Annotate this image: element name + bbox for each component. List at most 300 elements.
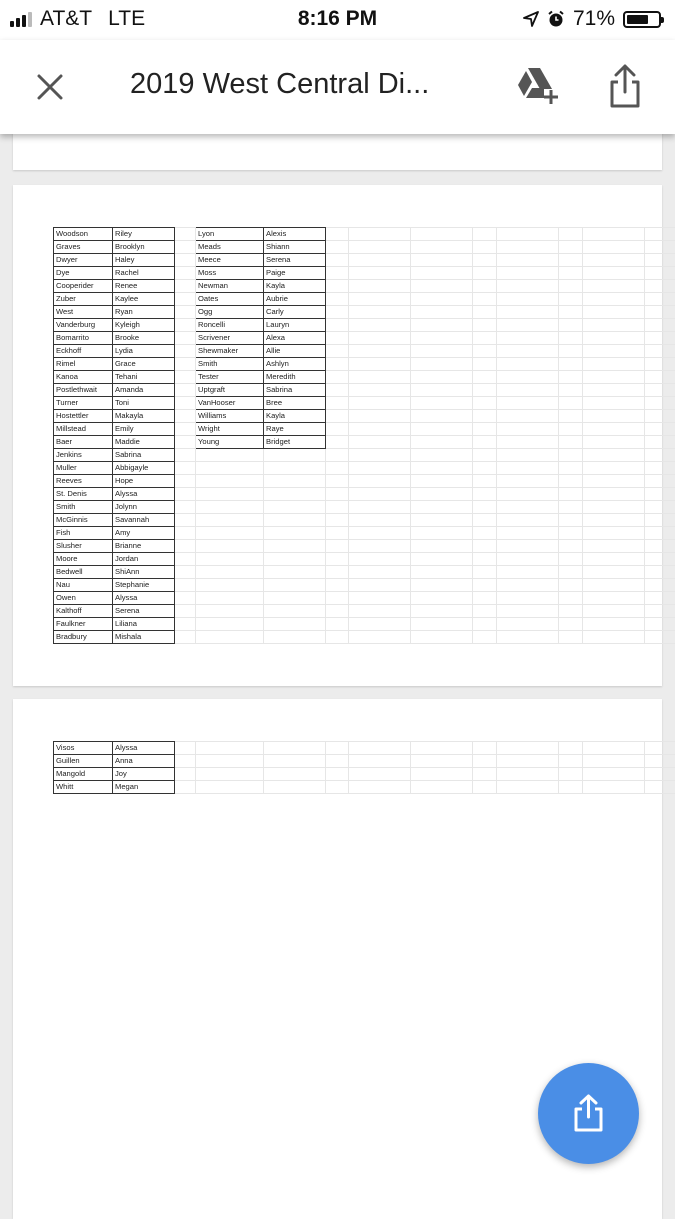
network-label: LTE bbox=[108, 7, 145, 31]
first-name-cell bbox=[264, 566, 326, 579]
empty-cell bbox=[559, 618, 583, 631]
table-row bbox=[54, 410, 675, 423]
empty-cell bbox=[326, 514, 349, 527]
first-name-cell: Aubrie bbox=[264, 293, 326, 306]
empty-cell bbox=[411, 755, 473, 768]
last-name-cell: Visos bbox=[54, 742, 113, 755]
last-name-cell bbox=[196, 605, 264, 618]
empty-cell bbox=[349, 306, 411, 319]
empty-cell bbox=[326, 579, 349, 592]
last-name-cell bbox=[196, 527, 264, 540]
empty-cell bbox=[497, 410, 559, 423]
empty-cell bbox=[473, 280, 497, 293]
empty-cell bbox=[559, 436, 583, 449]
empty-cell bbox=[326, 358, 349, 371]
last-name-cell bbox=[196, 768, 264, 781]
first-name-cell bbox=[264, 475, 326, 488]
empty-cell bbox=[411, 540, 473, 553]
empty-cell bbox=[497, 371, 559, 384]
first-name-cell: Tehani bbox=[113, 371, 175, 384]
empty-cell bbox=[559, 742, 583, 755]
last-name-cell: Fish bbox=[54, 527, 113, 540]
empty-cell bbox=[473, 631, 497, 644]
table-row bbox=[54, 605, 675, 618]
empty-cell bbox=[559, 592, 583, 605]
empty-cell bbox=[411, 449, 473, 462]
empty-cell bbox=[349, 267, 411, 280]
table-row bbox=[54, 462, 675, 475]
last-name-cell: Meads bbox=[196, 241, 264, 254]
empty-cell bbox=[175, 742, 196, 755]
first-name-cell: Allie bbox=[264, 345, 326, 358]
empty-cell bbox=[411, 527, 473, 540]
empty-cell bbox=[583, 579, 645, 592]
first-name-cell: Joy bbox=[113, 768, 175, 781]
empty-cell bbox=[645, 566, 675, 579]
last-name-cell: Kalthoff bbox=[54, 605, 113, 618]
empty-cell bbox=[175, 384, 196, 397]
empty-cell bbox=[559, 319, 583, 332]
table-row bbox=[54, 501, 675, 514]
last-name-cell: Dye bbox=[54, 267, 113, 280]
empty-cell bbox=[411, 241, 473, 254]
empty-cell bbox=[559, 371, 583, 384]
first-name-cell: Hope bbox=[113, 475, 175, 488]
table-row bbox=[54, 540, 675, 553]
empty-cell bbox=[497, 605, 559, 618]
first-name-cell: Carly bbox=[264, 306, 326, 319]
empty-cell bbox=[583, 781, 645, 794]
empty-cell bbox=[559, 397, 583, 410]
last-name-cell bbox=[196, 462, 264, 475]
empty-cell bbox=[326, 553, 349, 566]
empty-cell bbox=[559, 540, 583, 553]
first-name-cell bbox=[264, 540, 326, 553]
empty-cell bbox=[175, 514, 196, 527]
first-name-cell: Brooklyn bbox=[113, 241, 175, 254]
empty-cell bbox=[349, 514, 411, 527]
last-name-cell: Faulkner bbox=[54, 618, 113, 631]
share-icon bbox=[605, 62, 645, 110]
empty-cell bbox=[349, 293, 411, 306]
empty-cell bbox=[645, 501, 675, 514]
empty-cell bbox=[583, 768, 645, 781]
empty-cell bbox=[326, 618, 349, 631]
table-row bbox=[54, 742, 675, 755]
empty-cell bbox=[583, 540, 645, 553]
last-name-cell: Ogg bbox=[196, 306, 264, 319]
empty-cell bbox=[645, 358, 675, 371]
table-row bbox=[54, 384, 675, 397]
close-icon bbox=[30, 67, 70, 107]
table-row bbox=[54, 254, 675, 267]
last-name-cell: Smith bbox=[196, 358, 264, 371]
empty-cell bbox=[473, 579, 497, 592]
last-name-cell: Scrivener bbox=[196, 332, 264, 345]
empty-cell bbox=[645, 605, 675, 618]
last-name-cell: Muller bbox=[54, 462, 113, 475]
empty-cell bbox=[473, 358, 497, 371]
empty-cell bbox=[583, 228, 645, 241]
empty-cell bbox=[175, 553, 196, 566]
empty-cell bbox=[497, 293, 559, 306]
empty-cell bbox=[349, 566, 411, 579]
empty-cell bbox=[645, 319, 675, 332]
empty-cell bbox=[349, 768, 411, 781]
empty-cell bbox=[349, 371, 411, 384]
table-row bbox=[54, 436, 675, 449]
first-name-cell: Toni bbox=[113, 397, 175, 410]
empty-cell bbox=[645, 462, 675, 475]
empty-cell bbox=[497, 280, 559, 293]
empty-cell bbox=[645, 267, 675, 280]
empty-cell bbox=[473, 527, 497, 540]
table-row bbox=[54, 306, 675, 319]
empty-cell bbox=[559, 553, 583, 566]
empty-cell bbox=[645, 306, 675, 319]
empty-cell bbox=[473, 423, 497, 436]
empty-cell bbox=[645, 514, 675, 527]
empty-cell bbox=[583, 306, 645, 319]
empty-cell bbox=[583, 332, 645, 345]
empty-cell bbox=[326, 475, 349, 488]
table-row bbox=[54, 592, 675, 605]
last-name-cell: Lyon bbox=[196, 228, 264, 241]
empty-cell bbox=[326, 332, 349, 345]
empty-cell bbox=[645, 592, 675, 605]
empty-cell bbox=[349, 332, 411, 345]
first-name-cell: Ashlyn bbox=[264, 358, 326, 371]
empty-cell bbox=[411, 423, 473, 436]
empty-cell bbox=[326, 436, 349, 449]
empty-cell bbox=[175, 755, 196, 768]
empty-cell bbox=[349, 631, 411, 644]
empty-cell bbox=[583, 397, 645, 410]
first-name-cell: Sabrina bbox=[113, 449, 175, 462]
first-name-cell bbox=[264, 501, 326, 514]
empty-cell bbox=[175, 345, 196, 358]
first-name-cell: Savannah bbox=[113, 514, 175, 527]
empty-cell bbox=[645, 280, 675, 293]
first-name-cell: Serena bbox=[113, 605, 175, 618]
empty-cell bbox=[473, 488, 497, 501]
empty-cell bbox=[349, 462, 411, 475]
last-name-cell: Meece bbox=[196, 254, 264, 267]
empty-cell bbox=[645, 254, 675, 267]
empty-cell bbox=[645, 781, 675, 794]
empty-cell bbox=[497, 358, 559, 371]
table-row bbox=[54, 319, 675, 332]
empty-cell bbox=[645, 384, 675, 397]
empty-cell bbox=[645, 332, 675, 345]
last-name-cell bbox=[196, 742, 264, 755]
last-name-cell: VanHooser bbox=[196, 397, 264, 410]
empty-cell bbox=[497, 345, 559, 358]
last-name-cell: Bomarrito bbox=[54, 332, 113, 345]
close-button[interactable] bbox=[30, 67, 70, 107]
empty-cell bbox=[473, 742, 497, 755]
last-name-cell: Turner bbox=[54, 397, 113, 410]
last-name-cell: St. Denis bbox=[54, 488, 113, 501]
location-arrow-icon bbox=[523, 11, 539, 27]
empty-cell bbox=[473, 254, 497, 267]
empty-cell bbox=[473, 553, 497, 566]
empty-cell bbox=[326, 384, 349, 397]
empty-cell bbox=[411, 254, 473, 267]
empty-cell bbox=[411, 280, 473, 293]
empty-cell bbox=[645, 527, 675, 540]
empty-cell bbox=[349, 345, 411, 358]
empty-cell bbox=[349, 592, 411, 605]
empty-cell bbox=[559, 527, 583, 540]
first-name-cell: Alyssa bbox=[113, 488, 175, 501]
last-name-cell: Bedwell bbox=[54, 566, 113, 579]
empty-cell bbox=[583, 527, 645, 540]
add-to-drive-button[interactable] bbox=[513, 64, 561, 108]
empty-cell bbox=[349, 423, 411, 436]
empty-cell bbox=[583, 618, 645, 631]
empty-cell bbox=[349, 358, 411, 371]
first-name-cell: Anna bbox=[113, 755, 175, 768]
table-row bbox=[54, 755, 675, 768]
empty-cell bbox=[583, 501, 645, 514]
empty-cell bbox=[645, 475, 675, 488]
empty-cell bbox=[411, 384, 473, 397]
table-row bbox=[54, 280, 675, 293]
first-name-cell: Megan bbox=[113, 781, 175, 794]
first-name-cell bbox=[264, 462, 326, 475]
empty-cell bbox=[349, 553, 411, 566]
first-name-cell: Maddie bbox=[113, 436, 175, 449]
last-name-cell: Owen bbox=[54, 592, 113, 605]
app-bar bbox=[0, 40, 675, 134]
empty-cell bbox=[473, 345, 497, 358]
empty-cell bbox=[473, 306, 497, 319]
empty-cell bbox=[645, 488, 675, 501]
empty-cell bbox=[175, 280, 196, 293]
last-name-cell: Bradbury bbox=[54, 631, 113, 644]
empty-cell bbox=[583, 605, 645, 618]
empty-cell bbox=[645, 436, 675, 449]
empty-cell bbox=[473, 462, 497, 475]
first-name-cell: Lauryn bbox=[264, 319, 326, 332]
first-name-cell: Renee bbox=[113, 280, 175, 293]
clock: 8:16 PM bbox=[0, 7, 675, 31]
empty-cell bbox=[473, 618, 497, 631]
first-name-cell: Alexis bbox=[264, 228, 326, 241]
last-name-cell: Zuber bbox=[54, 293, 113, 306]
empty-cell bbox=[497, 742, 559, 755]
share-fab[interactable] bbox=[538, 1063, 639, 1164]
empty-cell bbox=[326, 781, 349, 794]
empty-cell bbox=[175, 781, 196, 794]
first-name-cell: Bridget bbox=[264, 436, 326, 449]
last-name-cell: Rimel bbox=[54, 358, 113, 371]
status-bar bbox=[0, 0, 675, 40]
last-name-cell: Baer bbox=[54, 436, 113, 449]
battery-icon bbox=[623, 11, 661, 28]
empty-cell bbox=[645, 397, 675, 410]
empty-cell bbox=[473, 397, 497, 410]
empty-cell bbox=[175, 566, 196, 579]
empty-cell bbox=[473, 501, 497, 514]
first-name-cell: Brooke bbox=[113, 332, 175, 345]
first-name-cell bbox=[264, 631, 326, 644]
empty-cell bbox=[497, 592, 559, 605]
empty-cell bbox=[349, 397, 411, 410]
first-name-cell bbox=[264, 755, 326, 768]
empty-cell bbox=[473, 410, 497, 423]
empty-cell bbox=[411, 293, 473, 306]
empty-cell bbox=[326, 254, 349, 267]
empty-cell bbox=[411, 501, 473, 514]
empty-cell bbox=[559, 488, 583, 501]
first-name-cell bbox=[264, 592, 326, 605]
empty-cell bbox=[583, 742, 645, 755]
last-name-cell: Vanderburg bbox=[54, 319, 113, 332]
empty-cell bbox=[645, 579, 675, 592]
empty-cell bbox=[175, 306, 196, 319]
empty-cell bbox=[645, 293, 675, 306]
empty-cell bbox=[411, 371, 473, 384]
empty-cell bbox=[583, 462, 645, 475]
last-name-cell: Reeves bbox=[54, 475, 113, 488]
first-name-cell bbox=[264, 605, 326, 618]
empty-cell bbox=[559, 605, 583, 618]
empty-cell bbox=[497, 462, 559, 475]
page-previous bbox=[13, 130, 662, 170]
share-button[interactable] bbox=[605, 62, 645, 110]
empty-cell bbox=[175, 228, 196, 241]
empty-cell bbox=[175, 768, 196, 781]
empty-cell bbox=[175, 332, 196, 345]
empty-cell bbox=[411, 605, 473, 618]
empty-cell bbox=[326, 423, 349, 436]
last-name-cell: Mangold bbox=[54, 768, 113, 781]
table-row bbox=[54, 514, 675, 527]
first-name-cell bbox=[264, 768, 326, 781]
empty-cell bbox=[559, 267, 583, 280]
empty-cell bbox=[559, 306, 583, 319]
empty-cell bbox=[473, 319, 497, 332]
first-name-cell: Emily bbox=[113, 423, 175, 436]
last-name-cell bbox=[196, 566, 264, 579]
empty-cell bbox=[411, 332, 473, 345]
document-title: 2019 West Central Di... bbox=[130, 68, 460, 101]
first-name-cell: Abbigayle bbox=[113, 462, 175, 475]
empty-cell bbox=[473, 540, 497, 553]
empty-cell bbox=[583, 267, 645, 280]
empty-cell bbox=[583, 449, 645, 462]
empty-cell bbox=[349, 781, 411, 794]
empty-cell bbox=[559, 410, 583, 423]
empty-cell bbox=[473, 267, 497, 280]
empty-cell bbox=[559, 228, 583, 241]
empty-cell bbox=[583, 293, 645, 306]
empty-cell bbox=[645, 345, 675, 358]
empty-cell bbox=[583, 254, 645, 267]
empty-cell bbox=[559, 449, 583, 462]
first-name-cell bbox=[264, 514, 326, 527]
first-name-cell bbox=[264, 553, 326, 566]
empty-cell bbox=[326, 566, 349, 579]
empty-cell bbox=[175, 397, 196, 410]
empty-cell bbox=[326, 755, 349, 768]
empty-cell bbox=[175, 631, 196, 644]
first-name-cell: Rachel bbox=[113, 267, 175, 280]
first-name-cell: Raye bbox=[264, 423, 326, 436]
table-row bbox=[54, 618, 675, 631]
empty-cell bbox=[583, 553, 645, 566]
first-name-cell: Lydia bbox=[113, 345, 175, 358]
empty-cell bbox=[349, 605, 411, 618]
empty-cell bbox=[411, 397, 473, 410]
empty-cell bbox=[583, 488, 645, 501]
empty-cell bbox=[326, 742, 349, 755]
empty-cell bbox=[645, 241, 675, 254]
first-name-cell: Jordan bbox=[113, 553, 175, 566]
first-name-cell bbox=[264, 579, 326, 592]
first-name-cell: Grace bbox=[113, 358, 175, 371]
last-name-cell: Woodson bbox=[54, 228, 113, 241]
empty-cell bbox=[175, 462, 196, 475]
empty-cell bbox=[559, 631, 583, 644]
empty-cell bbox=[583, 319, 645, 332]
table-row bbox=[54, 371, 675, 384]
table-row bbox=[54, 449, 675, 462]
empty-cell bbox=[583, 514, 645, 527]
spreadsheet-grid-page-2 bbox=[53, 741, 675, 794]
empty-cell bbox=[349, 475, 411, 488]
empty-cell bbox=[497, 527, 559, 540]
empty-cell bbox=[411, 228, 473, 241]
last-name-cell bbox=[196, 618, 264, 631]
empty-cell bbox=[583, 566, 645, 579]
first-name-cell bbox=[264, 618, 326, 631]
last-name-cell: West bbox=[54, 306, 113, 319]
last-name-cell bbox=[196, 488, 264, 501]
last-name-cell bbox=[196, 553, 264, 566]
alarm-icon bbox=[547, 10, 565, 28]
empty-cell bbox=[411, 436, 473, 449]
empty-cell bbox=[497, 384, 559, 397]
empty-cell bbox=[497, 449, 559, 462]
empty-cell bbox=[559, 501, 583, 514]
last-name-cell: Hostettler bbox=[54, 410, 113, 423]
empty-cell bbox=[326, 280, 349, 293]
empty-cell bbox=[175, 618, 196, 631]
empty-cell bbox=[175, 488, 196, 501]
first-name-cell: Serena bbox=[264, 254, 326, 267]
table-row bbox=[54, 241, 675, 254]
spreadsheet-grid-page-1 bbox=[53, 227, 675, 644]
first-name-cell bbox=[264, 781, 326, 794]
empty-cell bbox=[411, 742, 473, 755]
first-name-cell: Alexa bbox=[264, 332, 326, 345]
empty-cell bbox=[473, 293, 497, 306]
empty-cell bbox=[645, 423, 675, 436]
empty-cell bbox=[645, 449, 675, 462]
empty-cell bbox=[473, 384, 497, 397]
empty-cell bbox=[349, 742, 411, 755]
empty-cell bbox=[497, 755, 559, 768]
last-name-cell: Newman bbox=[196, 280, 264, 293]
last-name-cell bbox=[196, 514, 264, 527]
empty-cell bbox=[411, 631, 473, 644]
table-row bbox=[54, 768, 675, 781]
first-name-cell: Stephanie bbox=[113, 579, 175, 592]
empty-cell bbox=[326, 410, 349, 423]
